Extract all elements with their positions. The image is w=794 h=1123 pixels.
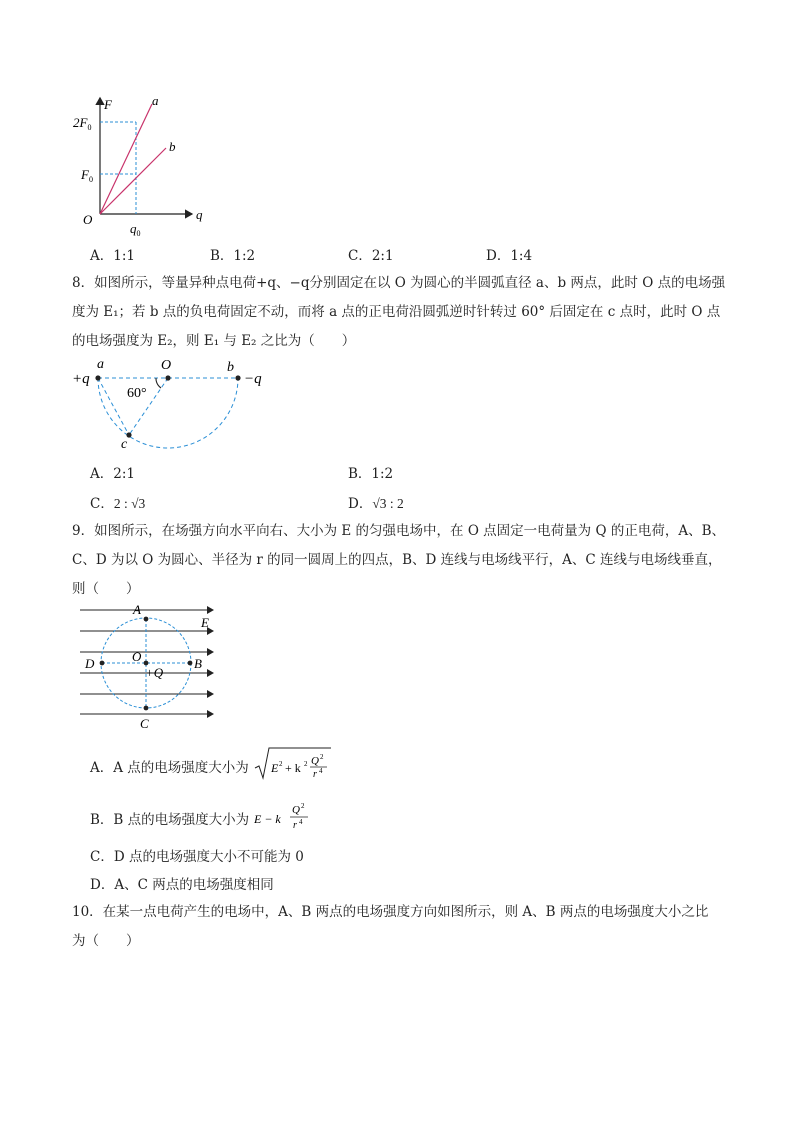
q8-point-o bbox=[165, 375, 170, 380]
q7-label-q0: $q_0$ bbox=[130, 221, 141, 238]
q7-option-d[interactable]: D．1:4 bbox=[486, 248, 533, 264]
q9-label-d: D bbox=[85, 656, 95, 671]
q9-label-c: C bbox=[140, 716, 149, 731]
q9-point-c bbox=[144, 706, 149, 711]
q7-option-c[interactable]: C．2:1 bbox=[348, 248, 394, 264]
q9-point-a bbox=[144, 617, 149, 622]
svg-text:4: 4 bbox=[319, 767, 323, 775]
q10-stem-line-1: 10．在某一点电荷产生的电场中，A、B 两点的电场强度方向如图所示，则 A、B 两点的电场强度大小之比 bbox=[72, 904, 709, 920]
q8-option-c[interactable]: C．2 : √3 bbox=[90, 496, 146, 512]
q8-stem-line-2: 度为 E₁；若 b 点的负电荷固定不动，而将 a 点的正电荷沿圆弧逆时针转过 60° 后固定在 c 点时，此时 O 点 bbox=[72, 304, 721, 320]
q9-label-e: E bbox=[201, 615, 209, 630]
q10-stem-line-2: 为（ ） bbox=[72, 933, 140, 949]
svg-text:2: 2 bbox=[279, 760, 283, 768]
q8-label-plus-q: +q bbox=[72, 371, 90, 387]
svg-text:r: r bbox=[313, 769, 317, 780]
q8-label-c: c bbox=[121, 437, 128, 450]
q7-option-b[interactable]: B．1:2 bbox=[210, 248, 256, 264]
q8-stem-line-1: 8．如图所示，等量异种点电荷+q、−q分别固定在以 O 为圆心的半圆弧直径 a、b 两点，此时 O 点的电场强 bbox=[72, 275, 726, 291]
q7-label-2f0: $2F_0$ bbox=[73, 115, 92, 132]
q7-line-a bbox=[100, 104, 152, 214]
q9-formula-a bbox=[253, 744, 333, 784]
svg-text:4: 4 bbox=[299, 818, 303, 826]
q7-force-charge-graph bbox=[70, 92, 220, 238]
q9-option-c[interactable]: C．D 点的电场强度大小不可能为 0 bbox=[90, 849, 304, 865]
q9-point-b bbox=[188, 661, 193, 666]
q8-label-b: b bbox=[227, 360, 234, 375]
q7-line-b bbox=[100, 148, 166, 214]
q8-label-a: a bbox=[97, 357, 104, 372]
q7-label-a: a bbox=[152, 93, 159, 108]
q9-point-d bbox=[100, 661, 105, 666]
q9-label-o: O bbox=[132, 649, 142, 664]
q8-stem-line-3: 的电场强度为 E₂，则 E₁ 与 E₂ 之比为（ ） bbox=[72, 333, 356, 349]
q7-label-origin: O bbox=[83, 212, 93, 227]
q8-option-b[interactable]: B．1:2 bbox=[348, 466, 394, 482]
q9-label-a: A bbox=[133, 602, 141, 617]
q8-chord-ac bbox=[98, 378, 129, 435]
q8-semicircle-figure bbox=[70, 355, 280, 450]
q8-option-d[interactable]: D．√3 : 2 bbox=[348, 496, 404, 512]
svg-text:2: 2 bbox=[304, 760, 308, 768]
q8-point-b bbox=[235, 375, 240, 380]
q7-label-f: F bbox=[104, 97, 112, 112]
q9-stem-line-3: 则（ ） bbox=[72, 581, 140, 597]
svg-text:E: E bbox=[271, 761, 279, 775]
q9-option-b[interactable]: B．B 点的电场强度大小为 bbox=[90, 812, 250, 828]
q9-label-q: +Q bbox=[145, 665, 164, 680]
q8-label-angle: 60° bbox=[127, 386, 147, 401]
svg-text:r: r bbox=[293, 820, 297, 831]
q7-option-a[interactable]: A．1:1 bbox=[90, 248, 135, 264]
q7-label-b: b bbox=[169, 139, 176, 154]
q9-stem-line-2: C、D 为以 O 为圆心、半径为 r 的同一圆周上的四点，B、D 连线与电场线平行，A、C 连线与电场线垂直， bbox=[72, 552, 722, 568]
svg-text:Q: Q bbox=[292, 804, 300, 816]
q8-option-a[interactable]: A．2:1 bbox=[90, 466, 135, 482]
svg-text:Q: Q bbox=[311, 755, 319, 767]
q8-angle-arc bbox=[156, 378, 161, 388]
q7-label-f0: $F_0$ bbox=[81, 167, 93, 184]
q9-formula-b bbox=[254, 796, 314, 834]
q9-field-figure bbox=[75, 600, 225, 734]
q8-point-a bbox=[95, 375, 100, 380]
q9-option-a[interactable]: A．A 点的电场强度大小为 bbox=[90, 760, 249, 776]
svg-text:+ k: + k bbox=[285, 761, 301, 775]
q9-label-b: B bbox=[194, 656, 202, 671]
svg-text:E − k: E − k bbox=[254, 812, 281, 826]
svg-text:2: 2 bbox=[320, 753, 324, 761]
q9-stem-line-1: 9．如图所示，在场强方向水平向右、大小为 E 的匀强电场中，在 O 点固定一电荷量为 Q 的正电荷，A、B、 bbox=[72, 523, 725, 539]
q8-label-o: O bbox=[161, 358, 172, 373]
svg-text:2: 2 bbox=[301, 802, 305, 810]
q9-option-d[interactable]: D．A、C 两点的电场强度相同 bbox=[90, 877, 274, 893]
q8-arc bbox=[98, 378, 238, 448]
q8-label-minus-q: −q bbox=[244, 371, 262, 387]
q7-label-q: q bbox=[196, 207, 203, 222]
